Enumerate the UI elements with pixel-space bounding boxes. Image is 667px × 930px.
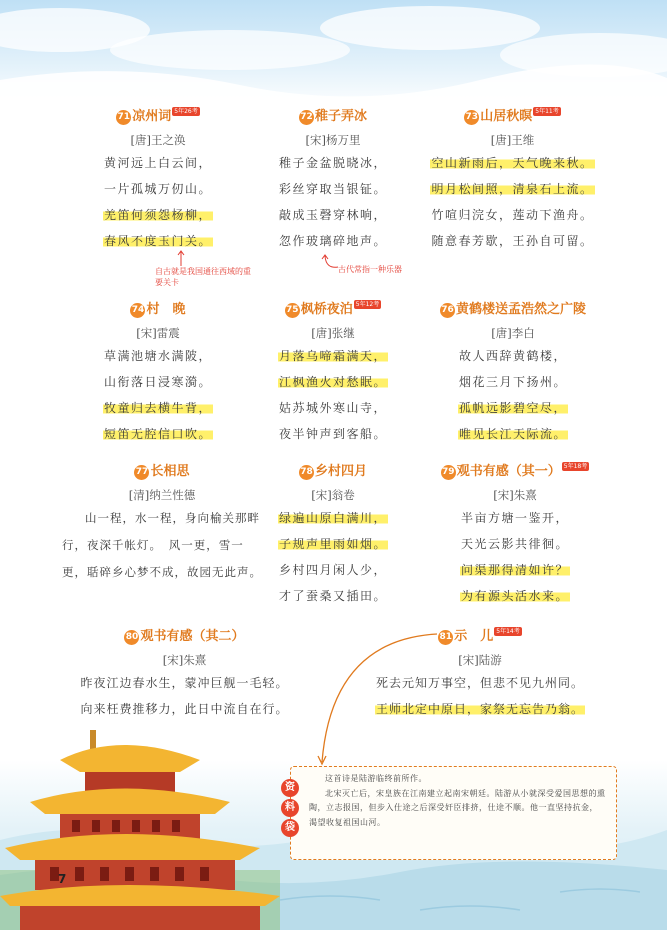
poem-title [263,300,403,320]
poem-prose-text: 山一程，水一程，身向榆关那畔行，夜深千帐灯。 风一更，雪一更，聒碎乡心梦不成，故园无此声。 [62,511,262,579]
poem-77 [62,462,262,586]
annotation-arrow [320,252,340,272]
poem-number: 74 [130,303,145,318]
poem-title-text: 枫桥夜泊 [300,302,353,317]
exam-frequency-tag: 5年11考 [535,108,559,115]
info-paragraph: 北宋灭亡后，宋皇族在江南建立起南宋朝廷。陆游从小就深受爱国思想的熏陶，立志报国，但步入仕途之后深受奸臣排挤，仕途不顺。他一直坚持抗金，渴望收复祖国山河。 [309,788,606,827]
poem-line: 才了蚕桑又插田。 [278,589,387,603]
info-paragraph: 这首诗是陆游临终前所作。 [325,774,427,783]
poem-line: 夜半钟声到客船。 [278,427,387,441]
pointer-curve [312,630,442,770]
poem-title-text: 观书有感（其一） [456,464,561,479]
poem-number: 71 [116,110,131,125]
poem-number: 81 [438,630,453,645]
poem-title [88,300,228,320]
poem-author: [唐]王之涣 [130,133,186,147]
poem-line-highlighted: 羌笛何须怨杨柳， [103,208,212,222]
poem-72 [263,107,403,254]
yellow-crane-tower-illustration [0,720,280,930]
poem-title-text: 凉州词 [132,109,172,124]
poem-author: [宋]朱熹 [493,488,537,502]
poem-line: 随意春芳歇，王孙自可留。 [431,234,594,248]
poem-line-highlighted: 王师北定中原日，家祭无忘告乃翁。 [375,702,584,716]
poem-author: [唐]李白 [491,326,535,340]
exam-frequency-tag: 5年12考 [355,301,380,308]
poem-line: 昨夜江边春水生，蒙冲巨舰一毛轻。 [80,676,289,690]
poem-number: 77 [134,465,149,480]
poem-line-highlighted: 月落乌啼霜满天， [278,349,387,363]
poem-title [263,462,403,482]
poem-80 [62,627,307,722]
poem-title [418,300,608,320]
poem-74 [88,300,228,447]
poem-author: [宋]陆游 [458,653,502,667]
poem-number: 78 [299,465,314,480]
poem-number: 80 [124,630,139,645]
poem-line: 死去元知万事空，但悲不见九州同。 [375,676,584,690]
poem-title [263,107,403,127]
poem-line-highlighted: 孤帆远影碧空尽， [458,401,567,415]
poem-number: 72 [299,110,314,125]
poem-number: 76 [440,303,455,318]
poem-title [62,627,307,647]
poem-71 [88,107,228,254]
poem-line: 竹喧归浣女，莲动下渔舟。 [431,208,594,222]
poem-line-highlighted: 绿遍山原白满川， [278,511,387,525]
poem-line: 烟花三月下扬州。 [458,375,567,389]
poem-line: 一片孤城万仞山。 [103,182,212,196]
poem-75 [263,300,403,447]
exam-frequency-tag: 5年18考 [563,463,588,470]
poem-line: 忽作玻璃碎地声。 [278,234,387,248]
poem-line-highlighted: 明月松间照，清泉石上流。 [431,182,594,196]
poem-title-text: 村 晚 [146,302,186,317]
poem-line: 半亩方塘一鉴开， [460,511,569,525]
poem-title [62,462,262,482]
poem-author: [宋]翁卷 [311,488,355,502]
info-box-badge [281,779,301,839]
badge-char: 资 [281,779,299,797]
poem-line-highlighted: 空山新雨后，天气晚来秋。 [431,156,594,170]
poem-author: [宋]雷震 [136,326,180,340]
sky-clouds [0,0,667,110]
poem-line-highlighted: 春风不度玉门关。 [103,234,212,248]
poem-line-highlighted: 唯见长江天际流。 [458,427,567,441]
info-box [285,766,617,860]
poem-line: 稚子金盆脱晓冰， [278,156,387,170]
annotation-arrow [175,248,187,268]
poem-line-highlighted: 问渠那得清如许？ [460,563,569,577]
poem-title-text: 乡村四月 [314,464,367,479]
poem-line: 敲成玉磬穿林响， [278,208,387,222]
badge-char: 袋 [281,819,299,837]
poem-number: 75 [285,303,300,318]
poem-76 [418,300,608,447]
poem-author: [清]纳兰性德 [128,488,196,502]
info-box-text [309,772,606,830]
poem-line: 向来枉费推移力，此日中流自在行。 [80,702,289,716]
poem-title-text: 黄鹤楼送孟浩然之广陵 [455,302,586,317]
poem-title [88,107,228,127]
poem-line: 黄河远上白云间， [103,156,212,170]
poem-title-text: 长相思 [150,464,190,479]
poem-line: 草满池塘水满陂， [103,349,212,363]
poem-line: 山衔落日浸寒漪。 [103,375,212,389]
poem-79 [440,462,590,609]
poem-title-text: 稚子弄冰 [314,109,367,124]
poem-author: [宋]朱熹 [162,653,207,667]
poem-title [440,462,590,482]
poem-title [420,107,605,127]
poem-line: 姑苏城外寒山寺， [278,401,387,415]
poem-line-highlighted: 短笛无腔信口吹。 [103,427,212,441]
badge-char: 料 [281,799,299,817]
poem-number: 73 [464,110,479,125]
poem-title-text: 示 儿 [454,629,494,644]
exam-frequency-tag: 5年26考 [174,108,198,115]
exam-frequency-tag: 5年14考 [496,628,520,635]
poem-title-text: 山居秋暝 [480,109,533,124]
poem-line-highlighted: 江枫渔火对愁眠。 [278,375,387,389]
poem-line-highlighted: 牧童归去横牛背， [103,401,212,415]
poem-line-highlighted: 为有源头活水来。 [460,589,569,603]
poem-line: 故人西辞黄鹤楼， [458,349,567,363]
poem-line: 乡村四月闲人少， [278,563,387,577]
poem-author: [唐]张继 [311,326,355,340]
poem-author: [唐]王维 [490,133,535,147]
poem-title-text: 观书有感（其二） [140,629,245,644]
poem-line: 彩丝穿取当银钲。 [278,182,387,196]
poem-author: [宋]杨万里 [305,133,361,147]
annotation-yinzheng: 古代常指一种乐器 [338,265,402,274]
poem-73 [420,107,605,254]
poem-line-highlighted: 子规声里雨如烟。 [278,537,387,551]
poem-line: 天光云影共徘徊。 [460,537,569,551]
poem-number: 79 [441,465,456,480]
annotation-yumenguan: 自古就是我国通往西域的重要关卡 [155,267,251,287]
page-number: 7 [58,872,67,886]
poem-78 [263,462,403,609]
